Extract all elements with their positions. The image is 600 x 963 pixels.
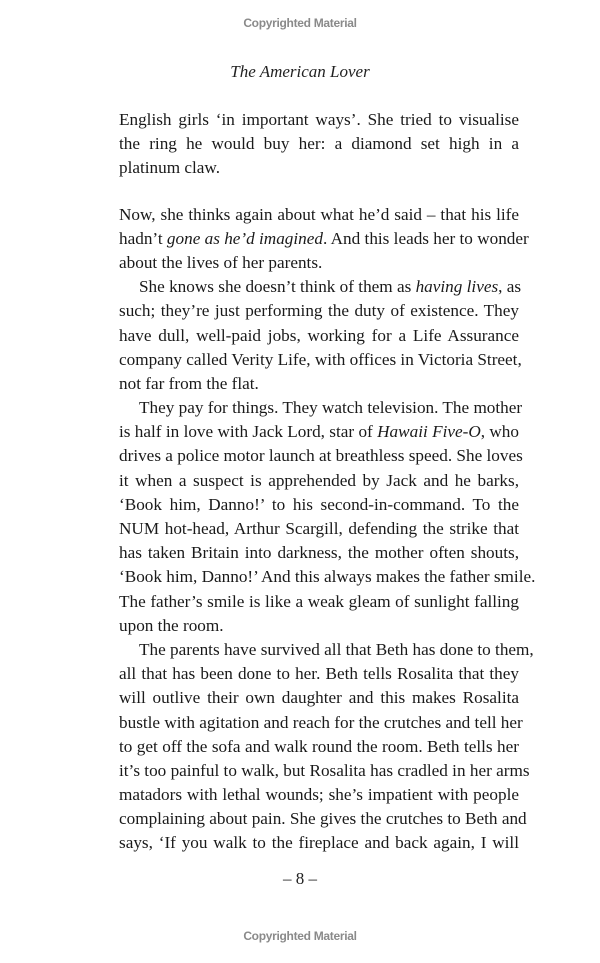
text-segment: matadors with lethal wounds; she’s impatient with people [119,785,519,805]
text-line [119,469,519,493]
text-segment: the ring he would buy her: a diamond set high in a [119,134,519,154]
text-line [119,614,519,638]
text-segment: ‘Book him, Danno!’ And this always makes the father smile. [119,567,536,587]
text-line [119,156,519,180]
text-line [119,759,530,783]
text-line [119,711,523,735]
text-segment: She knows she doesn’t think of them as [139,277,416,297]
text-line [119,132,519,156]
paragraph [119,396,536,638]
text-segment: company called Verity Life, with offices in Victoria Street, [119,349,522,369]
italic-text: Hawaii Five-O [377,422,481,442]
text-segment: drives a police motor launch at breathless speed. She loves [119,446,523,466]
text-line [119,783,519,807]
text-segment: Now, she thinks again about what he’d said – that his life [119,204,519,224]
text-line [119,251,519,275]
text-segment: to get off the sofa and walk round the room. Beth tells her [119,736,519,756]
paragraph [119,638,534,856]
text-segment: . And this leads her to wonder [323,228,529,248]
text-line [119,565,536,589]
text-line [119,372,519,396]
text-segment: about the lives of her parents. [119,252,323,272]
text-segment: NUM hot-head, Arthur Scargill, defending the strike that [119,519,519,538]
text-line [119,227,529,251]
text-line [119,275,522,299]
text-line [119,735,519,759]
text-segment: says, ‘If you walk to the fireplace and back again, I will [119,833,519,853]
text-line [119,348,522,372]
text-segment: it’s too painful to walk, but Rosalita has cradled in her arms [119,760,530,780]
text-segment: , as [498,277,522,297]
copyright-watermark-top: Copyrighted Material [243,16,357,30]
paragraph [119,203,529,276]
text-segment: complaining about pain. She gives the crutches to Beth and [119,809,527,829]
text-line [119,686,519,710]
paragraph [119,275,522,396]
text-line [119,493,519,517]
text-segment: The parents have survived all that Beth has done to them, [139,639,534,659]
text-segment: The father’s smile is like a weak gleam of sunlight falling [119,591,519,611]
text-segment: bustle with agitation and reach for the crutches and tell her [119,712,523,732]
text-line [119,807,527,831]
text-line [119,444,523,468]
text-line [119,299,519,323]
copyright-watermark-bottom: Copyrighted Material [243,929,357,943]
text-segment: it when a suspect is apprehended by Jack and he barks, [119,470,519,490]
text-line [119,638,534,662]
running-head: The American Lover [230,62,370,81]
text-line [119,420,519,444]
text-line [119,831,519,855]
text-segment: hadn’t [119,228,167,248]
text-line [119,662,519,686]
text-segment: English girls ‘in important ways’. She tried to visualise [119,110,519,129]
text-segment: They pay for things. They watch television. The mother [139,398,523,418]
text-segment: such; they’re just performing the duty of existence. They [119,301,519,321]
page-body [119,108,536,856]
text-segment: have dull, well-paid jobs, working for a Life Assurance [119,325,519,345]
text-segment: platinum claw. [119,158,221,178]
page-number: – 8 – [283,869,317,888]
italic-text: gone as he’d imagined [166,228,323,248]
text-segment: is half in love with Jack Lord, star of [119,422,378,442]
text-line [119,203,519,227]
text-line [119,396,523,420]
text-line [119,108,519,132]
text-segment: not far from the flat. [119,373,259,393]
text-segment: upon the room. [119,615,224,635]
text-segment: , who [480,422,519,442]
text-segment: has taken Britain into darkness, the mother often shouts, [119,543,519,563]
text-segment: all that has been done to her. Beth tells Rosalita that they [119,664,519,684]
text-segment: ‘Book him, Danno!’ to his second-in-command. To the [119,494,519,514]
italic-text: having lives [415,277,499,297]
paragraph [119,108,519,181]
text-line [119,590,519,614]
text-line [119,517,519,541]
text-line [119,324,519,348]
text-segment: will outlive their own daughter and this makes Rosalita [119,688,519,708]
section-break [119,181,519,203]
text-line [119,541,519,565]
